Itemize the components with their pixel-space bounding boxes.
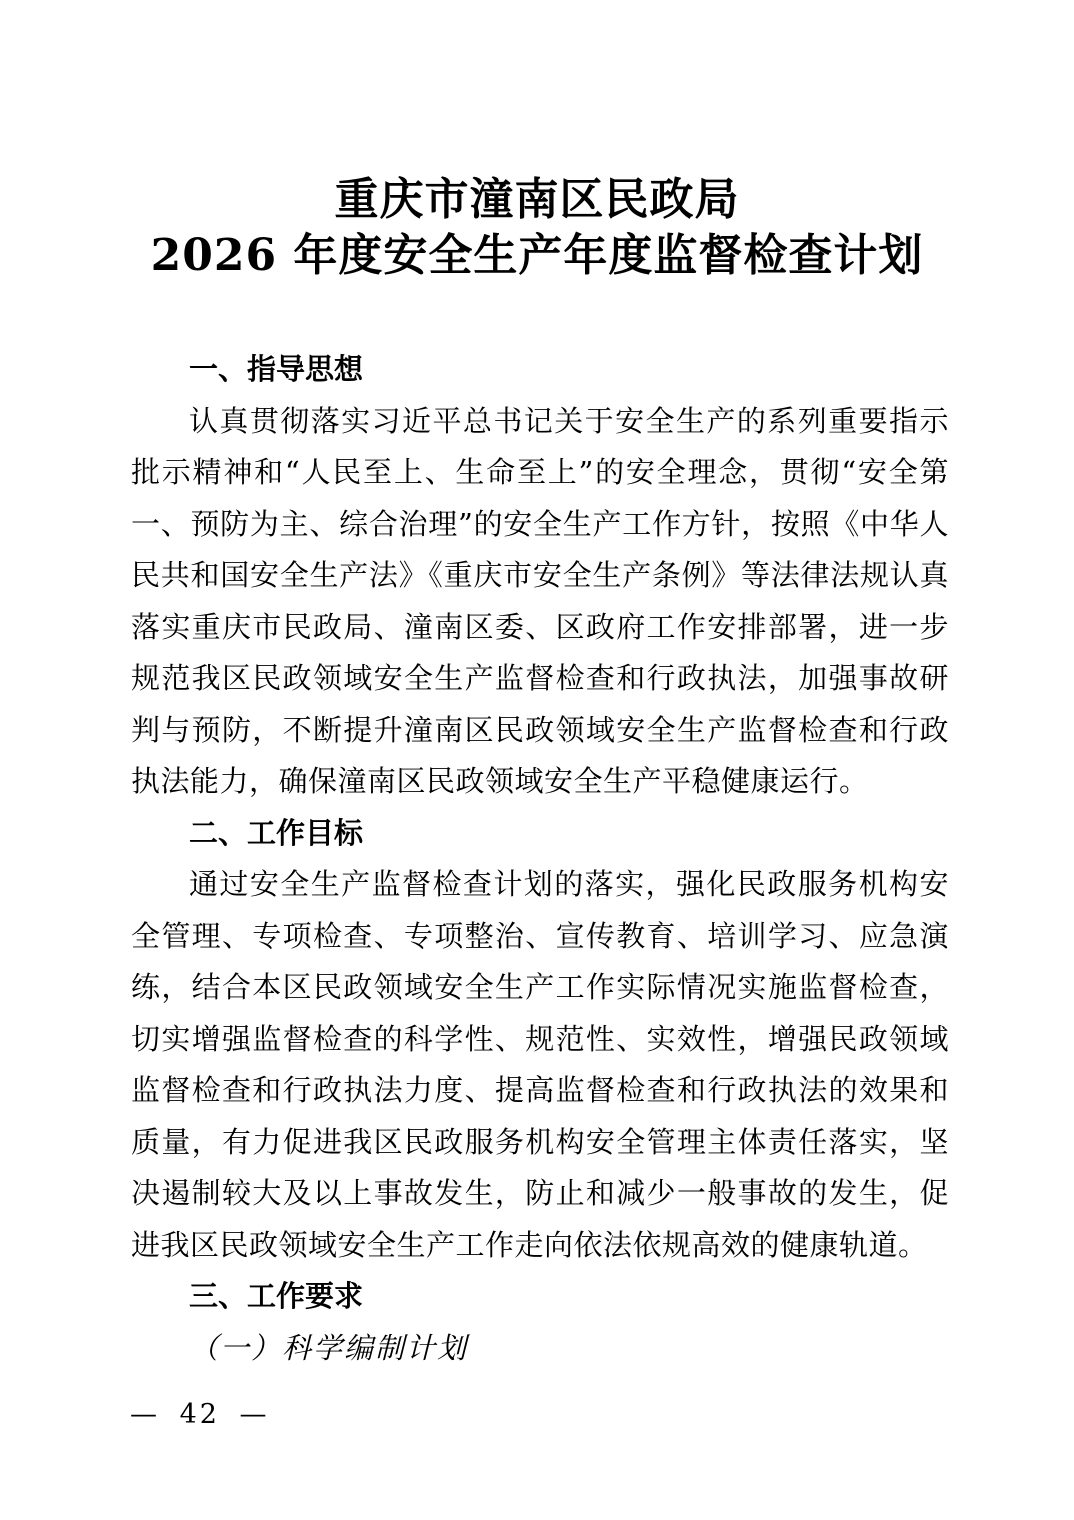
document-title [0,172,1074,284]
subsection-heading-plan-preparation: （一）科学编制计划 [189,1330,469,1365]
document-body [131,344,949,1374]
page-number-text: — 42 — [130,1399,270,1430]
section-paragraph-work-goals: 通过安全生产监督检查计划的落实，强化民政服务机构安全管理、专项检查、专项整治、宣传教育、培训学习、应急演练，结合本区民政领域安全生产工作实际情况实施监督检查，切实增强监督检查的科学性、规范性、实效性，增强民政领域监督检查和行政执法力度、提高监督检查和行政执法的效果和质量，有力促进我区民政服务机构安全管理主体责任落实，坚决遏制较大及以上事故发生，防止和减少一般事故的发生，促进我区民政领域安全生产工作走向依法依规高效的健康轨道。 [131,867,949,1262]
section-heading-work-goals: 二、工作目标 [189,815,364,850]
section-heading-work-requirements: 三、工作要求 [189,1279,364,1313]
section-heading-guiding-ideology: 一、指导思想 [189,352,364,386]
title-line-2: 2026 年度安全生产年度监督检查计划 [150,230,924,281]
section-paragraph-guiding-ideology: 认真贯彻落实习近平总书记关于安全生产的系列重要指示批示精神和“人民至上、生命至上”的安全理念，贯彻“安全第一、预防为主、综合治理”的安全生产工作方针，按照《中华人民共和国安全生产法》《重庆市安全生产条例》等法律法规认真落实重庆市民政局、潼南区委、区政府工作安排部署，进一步规范我区民政领域安全生产监督检查和行政执法，加强事故研判与预防，不断提升潼南区民政领域安全生产监督检查和行政执法能力，确保潼南区民政领域安全生产平稳健康运行。 [131,403,949,798]
page-number [130,1398,270,1432]
title-line-1: 重庆市潼南区民政局 [334,174,740,225]
